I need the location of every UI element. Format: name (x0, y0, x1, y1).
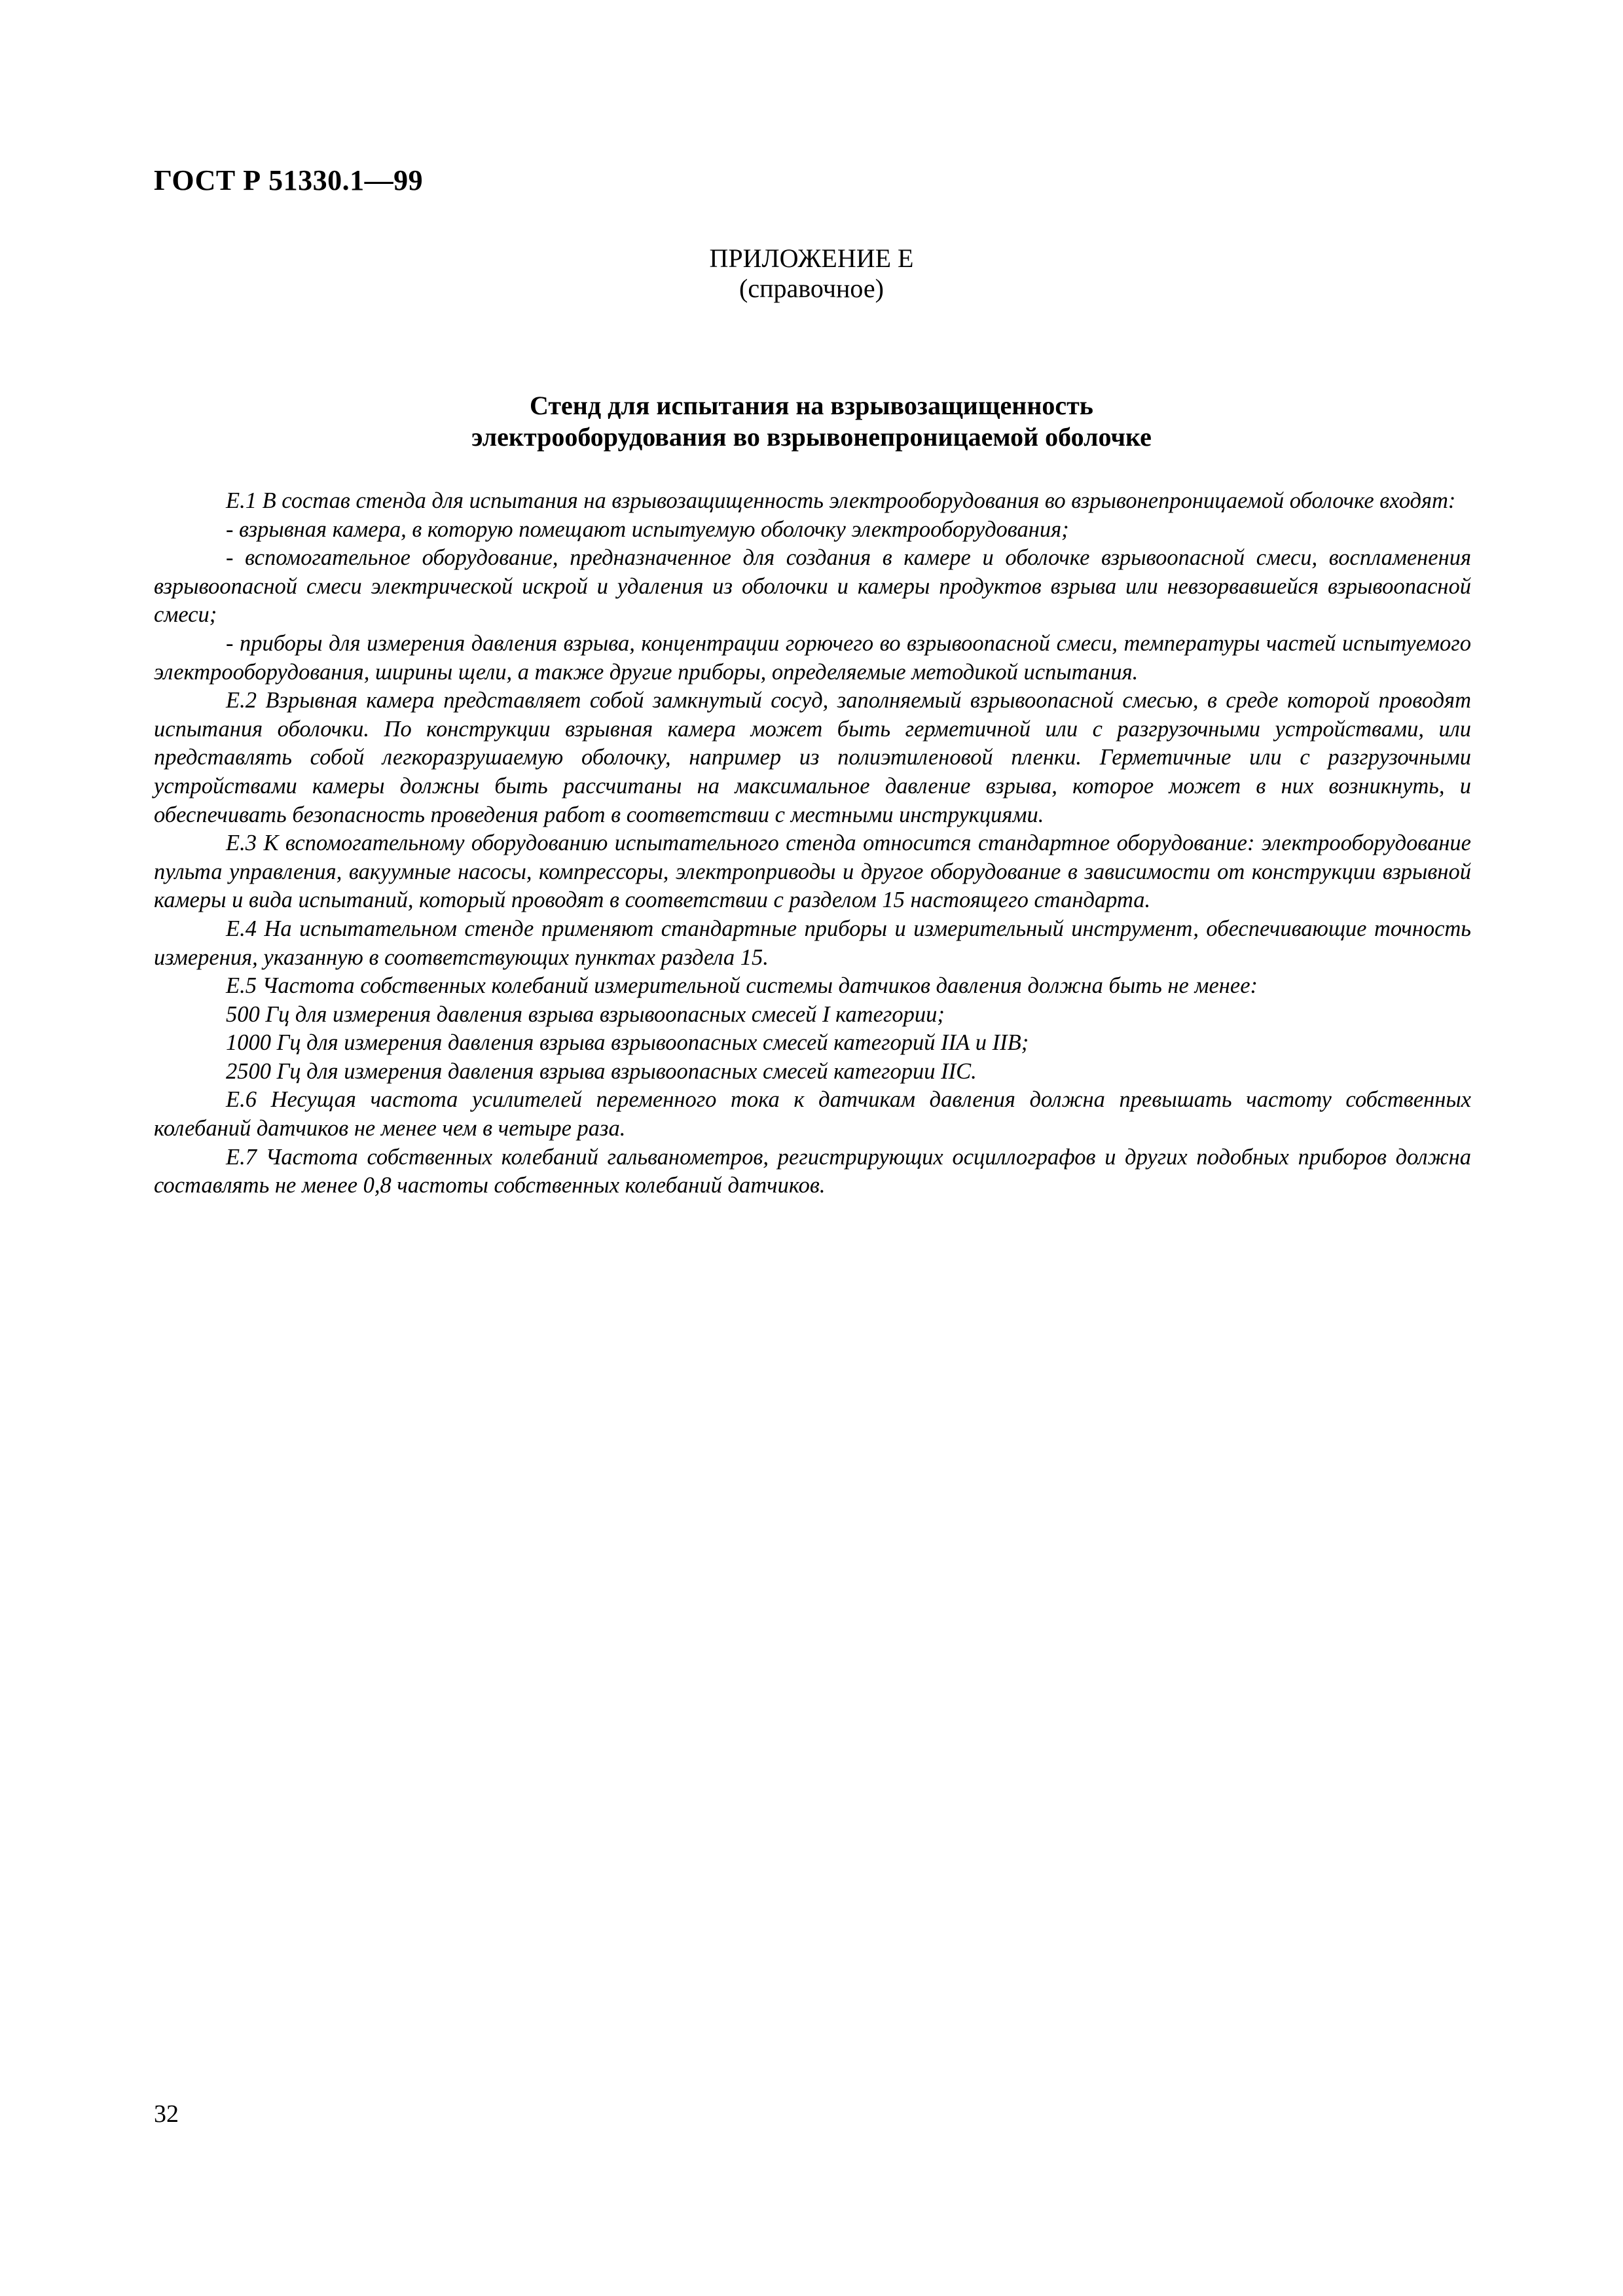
appendix-label: ПРИЛОЖЕНИЕ Е (709, 243, 914, 273)
section-title-line-1: Стенд для испытания на взрывозащищенность (530, 391, 1093, 420)
section-title (0, 390, 1623, 453)
section-title-line-2: электрооборудования во взрывонепроницаемой оболочке (471, 422, 1152, 452)
paragraph-e5: Е.5 Частота собственных колебаний измерительной системы датчиков давления должна быть не менее: (226, 973, 1258, 999)
appendix-heading (0, 243, 1623, 304)
paragraph-e6: Е.6 Несущая частота усилителей переменного тока к датчикам давления должна превышать частоту собственных колебаний датчиков не менее чем в четыре раза. (154, 1087, 1471, 1141)
page-number: 32 (154, 2100, 179, 2128)
paragraph-e2: Е.2 Взрывная камера представляет собой замкнутый сосуд, заполняемый взрывоопасной смесью, в среде которой проводят испытания оболочки. По конструкции взрывная камера может быть герметичной или с разгрузочными устройствами, или представлять собой легкоразрушаемую оболочку, например из полиэтиленовой пленки. Герметичные или с разгрузочными устройствами камеры должны быть рассчитаны на максимальное давление взрыва, которое может в них возникнуть, и обеспечивать безопасность проведения работ в соответствии с местными инструкциями. (154, 688, 1471, 827)
list-item-chamber: - взрывная камера, в которую помещают испытуемую оболочку электрооборудования; (226, 516, 1069, 542)
document-code: ГОСТ Р 51330.1—99 (154, 164, 424, 196)
appendix-type: (справочное) (739, 274, 884, 303)
paragraph-e4: Е.4 На испытательном стенде применяют стандартные приборы и измерительный инструмент, обеспечивающие точность измерения, указанную в соответствующих пунктах раздела 15. (154, 916, 1471, 970)
paragraph-e7: Е.7 Частота собственных колебаний гальванометров, регистрирующих осциллографов и других подобных приборов должна составлять не менее 0,8 частоты собственных колебаний датчиков. (154, 1144, 1471, 1198)
paragraph-e3: Е.3 К вспомогательному оборудованию испытательного стенда относится стандартное оборудование: электрооборудование пульта управления, вакуумные насосы, компрессоры, электроприводы и другое оборудование в зависимости от конструкции взрывной камеры и вида испытаний, который проводят в соответствии с разделом 15 настоящего стандарта. (154, 831, 1471, 913)
frequency-line-2500: 2500 Гц для измерения давления взрыва взрывоопасных смесей категории IIС. (226, 1058, 977, 1084)
frequency-line-1000: 1000 Гц для измерения давления взрыва взрывоопасных смесей категорий IIА и IIВ; (226, 1030, 1029, 1056)
list-item-instruments: - приборы для измерения давления взрыва, концентрации горючего во взрывоопасной смеси, температуры частей испытуемого электрооборудования, ширины щели, а также другие приборы, определяемые методикой испытания. (154, 630, 1471, 685)
paragraph-e1: Е.1 В состав стенда для испытания на взрывозащищенность электрооборудования во взрывонепроницаемой оболочке входят: (226, 488, 1456, 513)
frequency-line-500: 500 Гц для измерения давления взрыва взрывоопасных смесей I категории; (226, 1001, 945, 1027)
body-text (154, 487, 1471, 1200)
list-item-auxiliary-equipment: - вспомогательное оборудование, предназначенное для создания в камере и оболочке взрывоопасной смеси, воспламенения взрывоопасной смеси электрической искрой и удаления из оболочки и камеры продуктов взрыва или невзорвавшейся взрывоопасной смеси; (154, 545, 1471, 628)
